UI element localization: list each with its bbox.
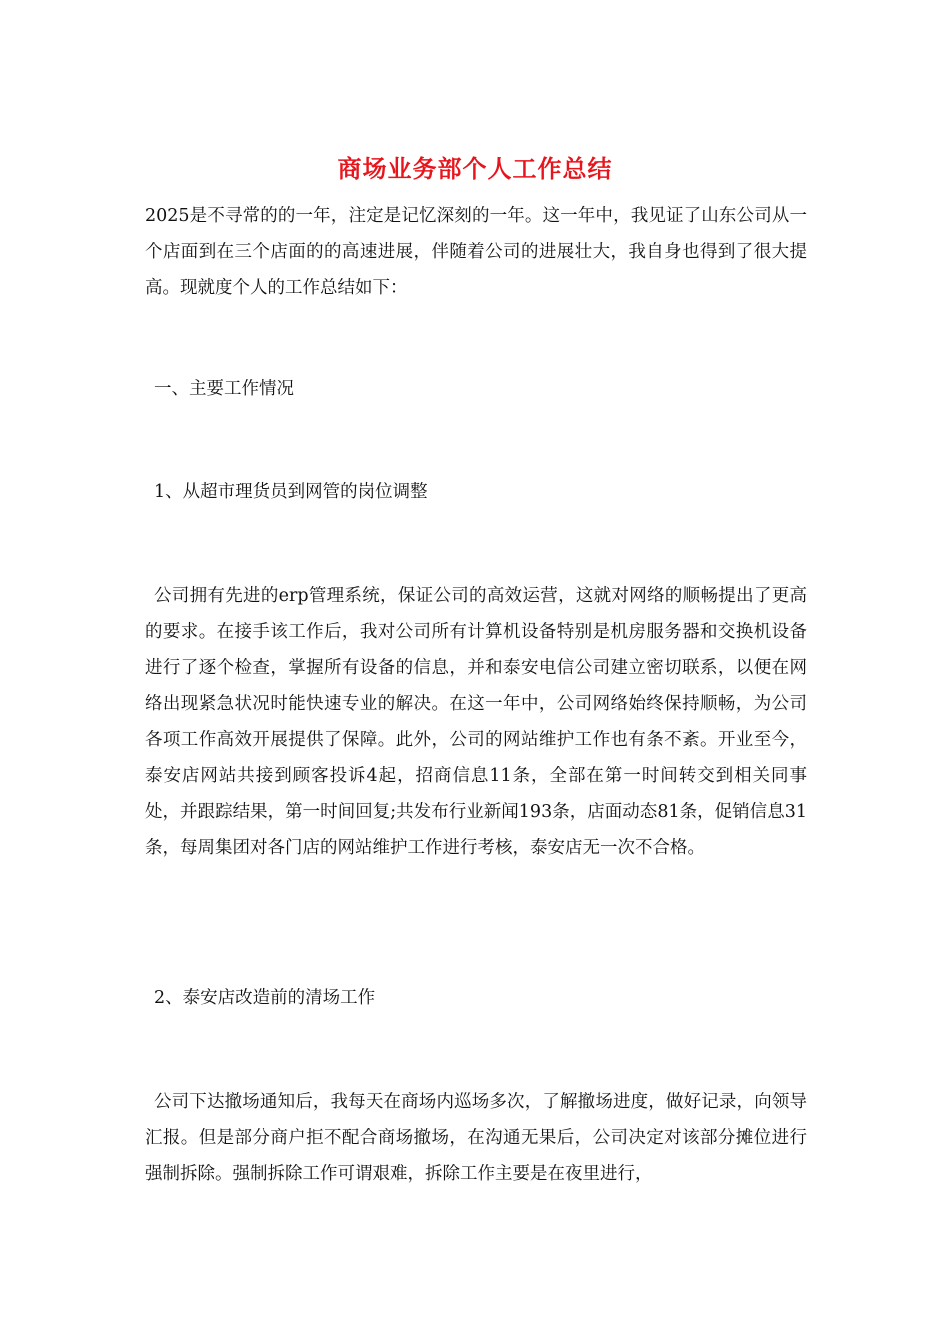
item-body-clearance-work: 公司下达撤场通知后，我每天在商场内巡场多次，了解撤场进度，做好记录，向领导汇报。但是部分商户拒不配合商场撤场，在沟通无果后，公司决定对该部分摊位进行强制拆除。强制拆除工作可谓艰难，拆除工作主要是在夜里进行， [145, 1092, 807, 1184]
item-heading-clearance-work: 2、泰安店改造前的清场工作 [154, 988, 376, 1008]
intro-paragraph: 2025是不寻常的的一年，注定是记忆深刻的一年。这一年中，我见证了山东公司从一个店面到在三个店面的的高速进展，伴随着公司的进展壮大，我自身也得到了很大提高。现就度个人的工作总结如下： [145, 206, 807, 298]
item-body-network-management: 公司拥有先进的erp管理系统，保证公司的高效运营，这就对网络的顺畅提出了更高的要求。在接手该工作后，我对公司所有计算机设备特别是机房服务器和交换机设备进行了逐个检查，掌握所有设备的信息，并和泰安电信公司建立密切联系，以便在网络出现紧急状况时能快速专业的解决。在这一年中，公司网络始终保持顺畅，为公司各项工作高效开展提供了保障。此外，公司的网站维护工作也有条不紊。开业至今，泰安店网站共接到顾客投诉4起，招商信息11条，全部在第一时间转交到相关同事处，并跟踪结果，第一时间回复;共发布行业新闻193条，店面动态81条，促销信息31条，每周集团对各门店的网站维护工作进行考核，泰安店无一次不合格。 [145, 586, 807, 858]
document-title: 商场业务部个人工作总结 [337, 154, 613, 183]
section-heading-main-work: 一、主要工作情况 [154, 379, 294, 399]
item-heading-position-adjustment: 1、从超市理货员到网管的岗位调整 [154, 482, 428, 502]
